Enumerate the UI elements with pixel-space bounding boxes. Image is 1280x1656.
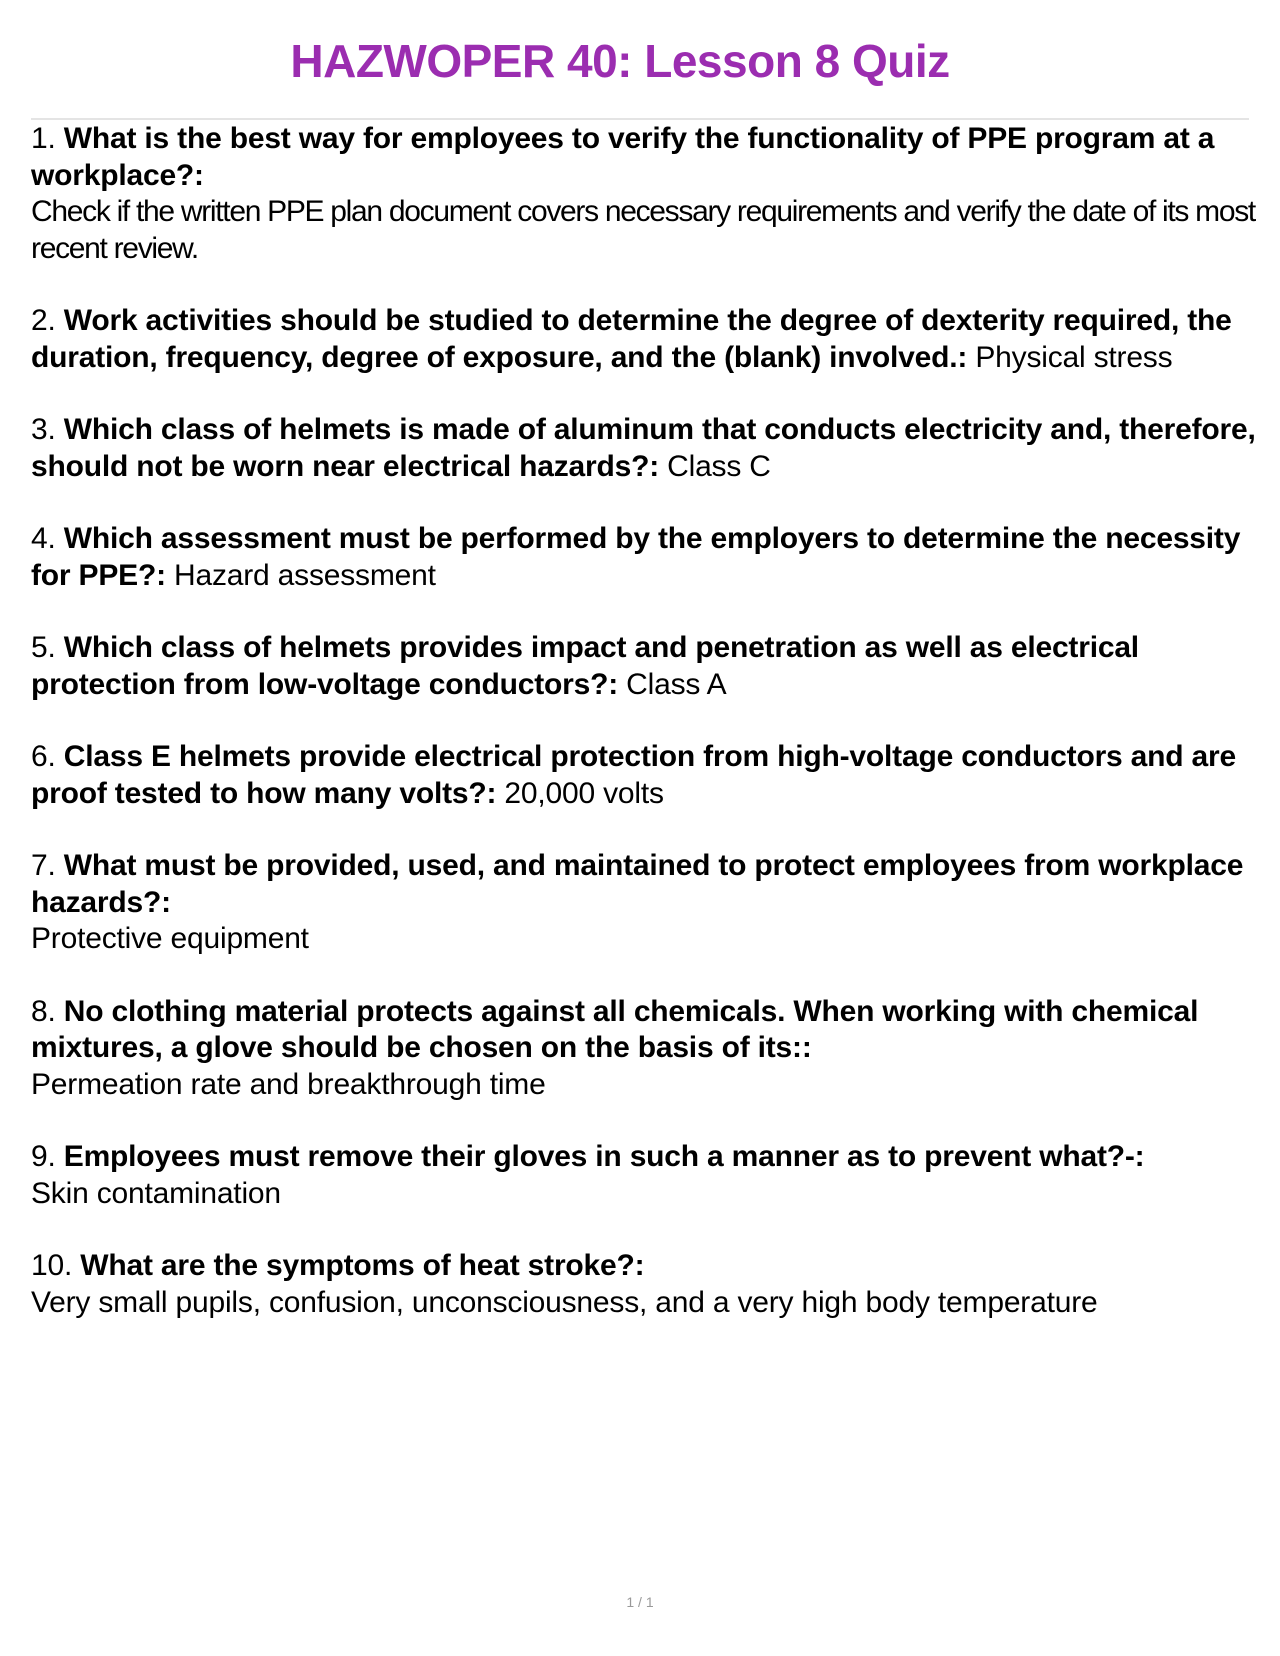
quiz-item (31, 1248, 1256, 1321)
quiz-item (31, 739, 1256, 812)
answer-text: Check if the written PPE plan document covers necessary requirements and verify the date of its most recent review. (31, 195, 1255, 265)
question-number: 10. (31, 1249, 73, 1282)
page-title: HAZWOPER 40: Lesson 8 Quiz (290, 35, 950, 87)
question-text: What is the best way for employees to verify the functionality of PPE program at a workplace?: (31, 122, 1215, 192)
answer-text: Permeation rate and breakthrough time (31, 1067, 546, 1101)
quiz-item (31, 521, 1256, 594)
page-number: 1 / 1 (626, 1594, 654, 1610)
question-number: 8. (31, 994, 56, 1028)
question-number: 2. (31, 304, 56, 337)
quiz-item (31, 630, 1256, 703)
answer-text: Class C (667, 449, 771, 483)
answer-text: Protective equipment (31, 922, 309, 955)
question-text: What must be provided, used, and maintained to protect employees from workplace hazards?: (31, 849, 1244, 919)
question-number: 5. (31, 631, 56, 664)
quiz-list (31, 121, 1256, 1357)
answer-text: 20,000 volts (504, 776, 664, 810)
question-number: 9. (31, 1140, 56, 1173)
question-text: Which class of helmets is made of aluminum that conducts electricity and, therefore, should not be worn near electrical hazards?: (31, 413, 1256, 483)
quiz-item (31, 412, 1256, 485)
question-number: 7. (31, 849, 56, 882)
title-divider (31, 118, 1249, 120)
question-text: Which assessment must be performed by the employers to determine the necessity for PPE?: (31, 522, 1241, 592)
question-number: 1. (31, 122, 56, 155)
question-number: 4. (31, 522, 56, 555)
question-text: Employees must remove their gloves in such a manner as to prevent what?-: (63, 1140, 1145, 1173)
question-text: Work activities should be studied to determine the degree of dexterity required, the duration, frequency, degree of exposure, and the (blank) involved.: (31, 304, 1232, 374)
answer-text: Class A (626, 667, 727, 701)
question-text: Class E helmets provide electrical protection from high-voltage conductors and are proof tested to how many volts?: (31, 740, 1236, 810)
quiz-item (31, 848, 1256, 958)
answer-text: Physical stress (975, 340, 1173, 374)
answer-text: Hazard assessment (174, 558, 436, 592)
answer-text: Skin contamination (31, 1176, 281, 1210)
quiz-item (31, 994, 1256, 1104)
question-text: No clothing material protects against all chemicals. When working with chemical mixtures, a glove should be chosen on the basis of its:: (31, 994, 1199, 1064)
quiz-item (31, 303, 1256, 376)
quiz-item (31, 121, 1256, 267)
quiz-item (31, 1139, 1256, 1212)
answer-text: Very small pupils, confusion, unconsciousness, and a very high body temperature (31, 1285, 1098, 1319)
question-number: 6. (31, 740, 56, 773)
question-text: What are the symptoms of heat stroke?: (80, 1249, 645, 1282)
question-number: 3. (31, 413, 56, 446)
question-text: Which class of helmets provides impact and penetration as well as electrical protection from low-voltage conductors?: (31, 631, 1139, 701)
